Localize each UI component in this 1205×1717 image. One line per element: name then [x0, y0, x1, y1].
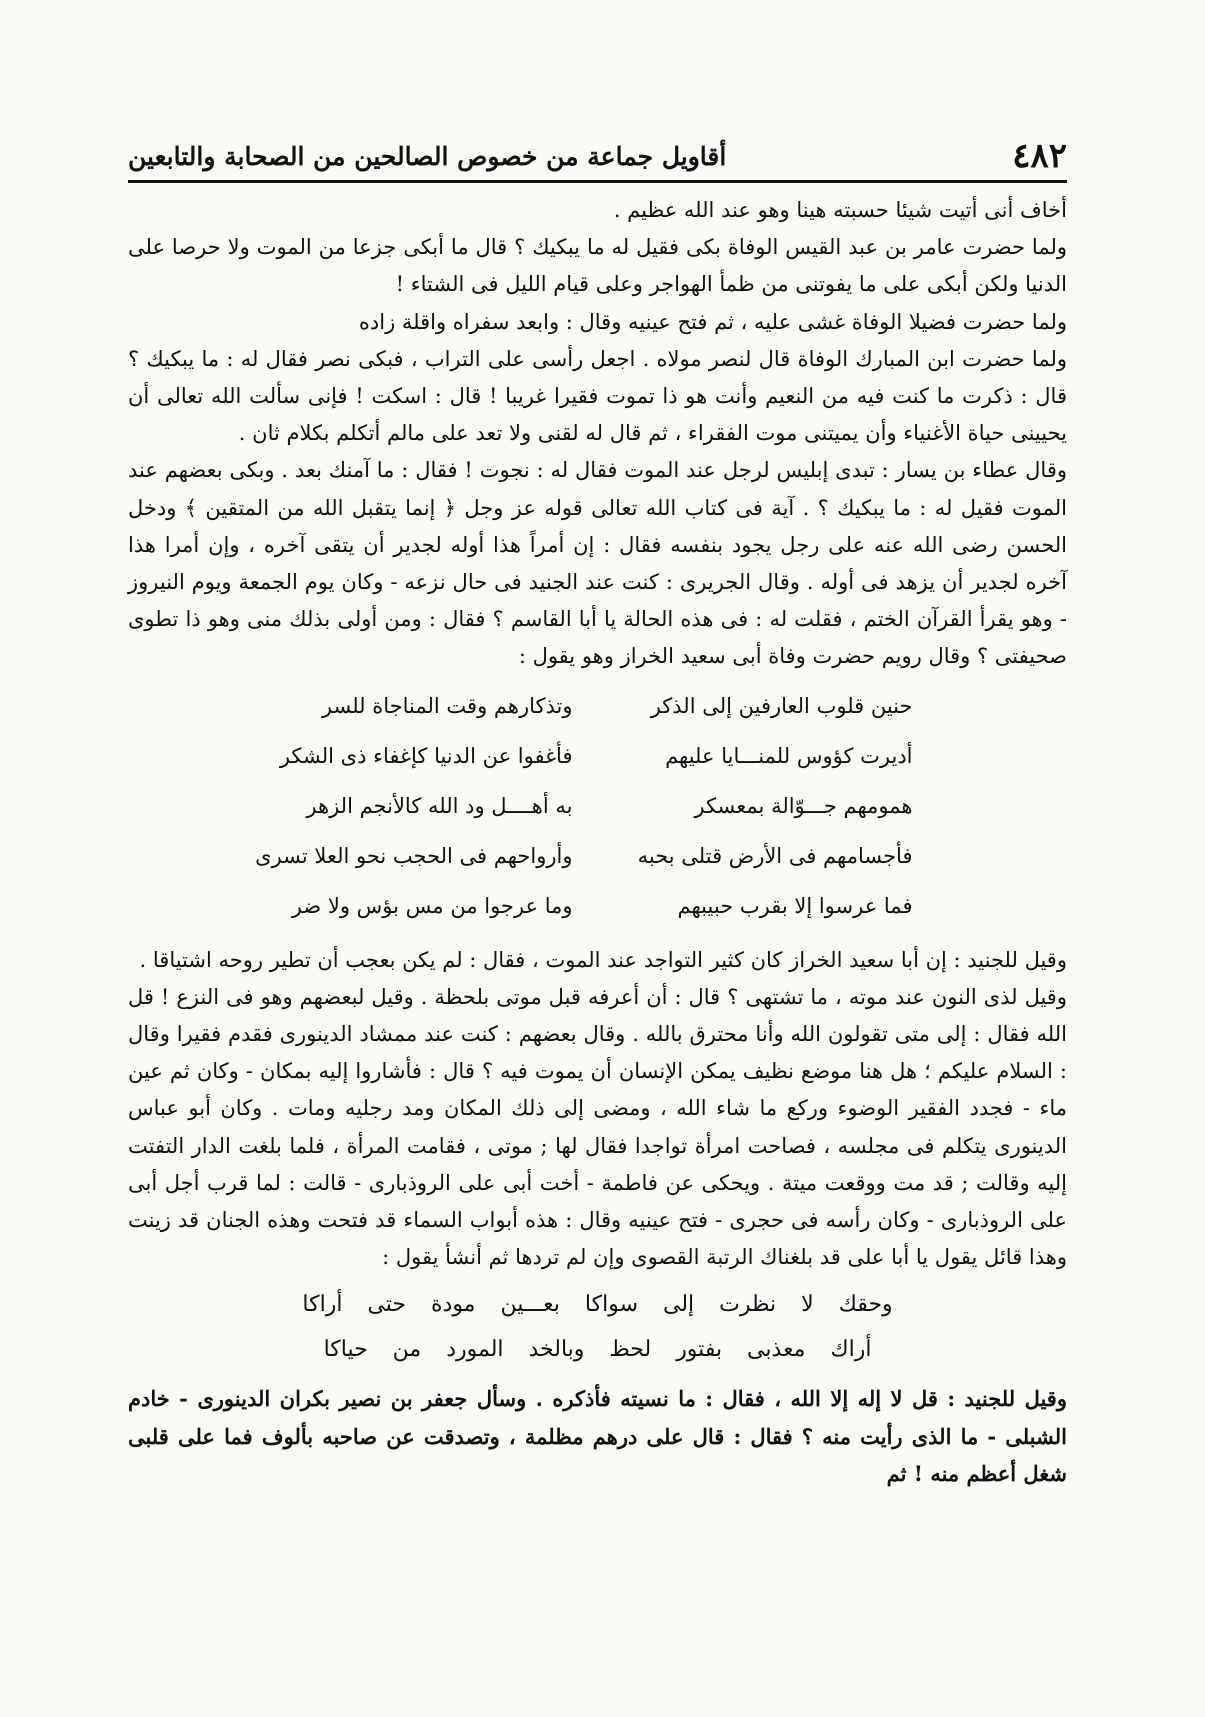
paragraph: أخاف أنى أتيت شيئا حسبته هينا وهو عند الله عظيم .	[613, 198, 1067, 222]
page-body	[128, 192, 1067, 1492]
verse-first-hemistich: فأجسامهم فى الأرض قتلى بحبه	[637, 844, 913, 869]
verse-line: أراك معذبى بفتور لحظ وبالخد المورد من حياكا	[323, 1337, 872, 1363]
verse-second-hemistich: وما عرجوا من مس بؤس ولا ضر	[291, 894, 573, 919]
paragraph: وقيل لذى النون عند موته ، ما تشتهى ؟ قال : أن أعرفه قبل موتى بلحظة . وقيل لبعضهم وهو فى النزع ! قل الله فقال : إلى متى تقولون الله وأنا محترق بالله . وقال بعضهم : كنت عند ممشاد الدينورى فقدم فقيرا وقال : السلام عليكم ؛ هل هنا موضع نظيف يمكن الإنسان أن يموت فيه ؟ قال : فأشاروا إليه بمكان - وكان ثم عين ماء - فجدد الفقير الوضوء وركع ما شاء الله ، ومضى إلى ذلك المكان ومد رجليه ومات . وكان أبو عباس الدينورى يتكلم فى مجلسه ، فصاحت امرأة تواجدا فقال لها ; موتى ، فقامت المرأة ، فلما بلغت الدار التفتت إليه وقالت ; قد مت ووقعت ميتة . ويحكى عن فاطمة - أخت أبى على الروذبارى - قالت : لما قرب أجل أبى على الروذبارى - وكان رأسه فى حجرى - فتح عينيه وقال : هذه أبواب السماء قد فتحت وهذه الجنان قد زينت وهذا قائل يقول يا أبا على قد بلغناك الرتبة القصوى وإن لم تردها ثم أنشأ يقول :	[128, 984, 1067, 1270]
poem-khazzaz	[128, 682, 1067, 932]
verse-first-hemistich: فما عرسوا إلا بقرب حبيبهم	[677, 894, 913, 919]
page-number: ٤٨٢	[1012, 136, 1067, 176]
poem-verse	[128, 882, 1067, 932]
poem-verse	[128, 782, 1067, 832]
poem-verse	[128, 732, 1067, 782]
verse-second-hemistich: وتذكارهم وقت المناجاة للسر	[321, 694, 573, 719]
paragraph: ولما حضرت عامر بن عبد القيس الوفاة بكى فقيل له ما يبكيك ؟ قال ما أبكى جزعا من الموت ولا حرصا على الدنيا ولكن أبكى على ما يفوتنى من ظمأ الهواجر وعلى قيام الليل فى الشتاء !	[128, 235, 1067, 297]
verse-second-hemistich: وأرواحهم فى الحجب نحو العلا تسرى	[255, 844, 573, 869]
paragraph: ولما حضرت ابن المبارك الوفاة قال لنصر مولاه . اجعل رأسى على التراب ، فبكى نصر فقال له : ما يبكيك ؟ قال : ذكرت ما كنت فيه من النعيم وأنت هو ذا تموت فقيرا غريبا ! قال : اسكت ! فإنى سألت الله تعالى أن يحيينى حياة الأغنياء وأن يميتنى موت الفقراء ، ثم قال له لقنى ولا تعد على مالم أتكلم بكلام ثان .	[128, 346, 1067, 446]
page-header	[128, 132, 1067, 183]
poem-verse	[128, 832, 1067, 882]
running-title: أقاويل جماعة من خصوص الصالحين من الصحابة والتابعين	[128, 141, 727, 171]
verse-line: وحقك لا نظرت إلى سواكا بعـــين مودة حتى أراكا	[302, 1292, 893, 1318]
verse-first-hemistich: همومهم جـــوّالة بمعسكر	[694, 794, 913, 819]
verse-first-hemistich: حنين قلوب العارفين إلى الذكر	[650, 694, 913, 719]
verse-second-hemistich: فأغفوا عن الدنيا كإغفاء ذى الشكر	[279, 744, 573, 769]
paragraph: ولما حضرت فضيلا الوفاة غشى عليه ، ثم فتح عينيه وقال : وابعد سفراه واقلة زاده	[358, 309, 1067, 334]
paragraph: وقال عطاء بن يسار : تبدى إبليس لرجل عند الموت فقال له : نجوت ! فقال : ما آمنك بعد . وبكى بعضهم عند الموت فقيل له : ما يبكيك ؟ . آية فى كتاب الله تعالى قوله عز وجل ﴿ إنما يتقبل الله من المتقين ﴾ ودخل الحسن رضى الله عنه على رجل يجود بنفسه فقال : إن أمراً هذا أوله لجدير أن يتقى آخره ، وإن أمرا هذا آخره لجدير أن يزهد فى أوله . وقال الجريرى : كنت عند الجنيد فى حال نزعه - وكان يوم الجمعة ويوم النيروز - وهو يقرأ القرآن الختم ، فقلت له : فى هذه الحالة يا أبا القاسم ؟ فقال : ومن أولى بذلك منى وهو ذا تطوى صحيفتى ؟ وقال رويم حضرت وفاة أبى سعيد الخراز وهو يقول :	[128, 458, 1067, 669]
verse-first-hemistich: أديرت كؤوس للمنـــايا عليهم	[665, 744, 913, 769]
poem-verse	[128, 682, 1067, 732]
poem-verse	[128, 1282, 1067, 1327]
poem-verse	[128, 1327, 1067, 1372]
verse-second-hemistich: به أهــــل ود الله كالأنجم الزهر	[306, 794, 573, 819]
poem-rudhbari	[128, 1282, 1067, 1372]
paragraph: وقيل للجنيد : قل لا إله إلا الله ، فقال : ما نسيته فأذكره . وسأل جعفر بن نصير بكران الدينورى - خادم الشبلى - ما الذى رأيت منه ؟ فقال : قال على درهم مظلمة ، وتصدقت عن صاحبه بألوف فما على قلبى شغل أعظم منه ! ثم	[128, 1386, 1067, 1486]
paragraph: وقيل للجنيد : إن أبا سعيد الخراز كان كثير التواجد عند الموت ، فقال : لم يكن بعجب أن تطير روحه اشتياقا .	[139, 947, 1067, 972]
